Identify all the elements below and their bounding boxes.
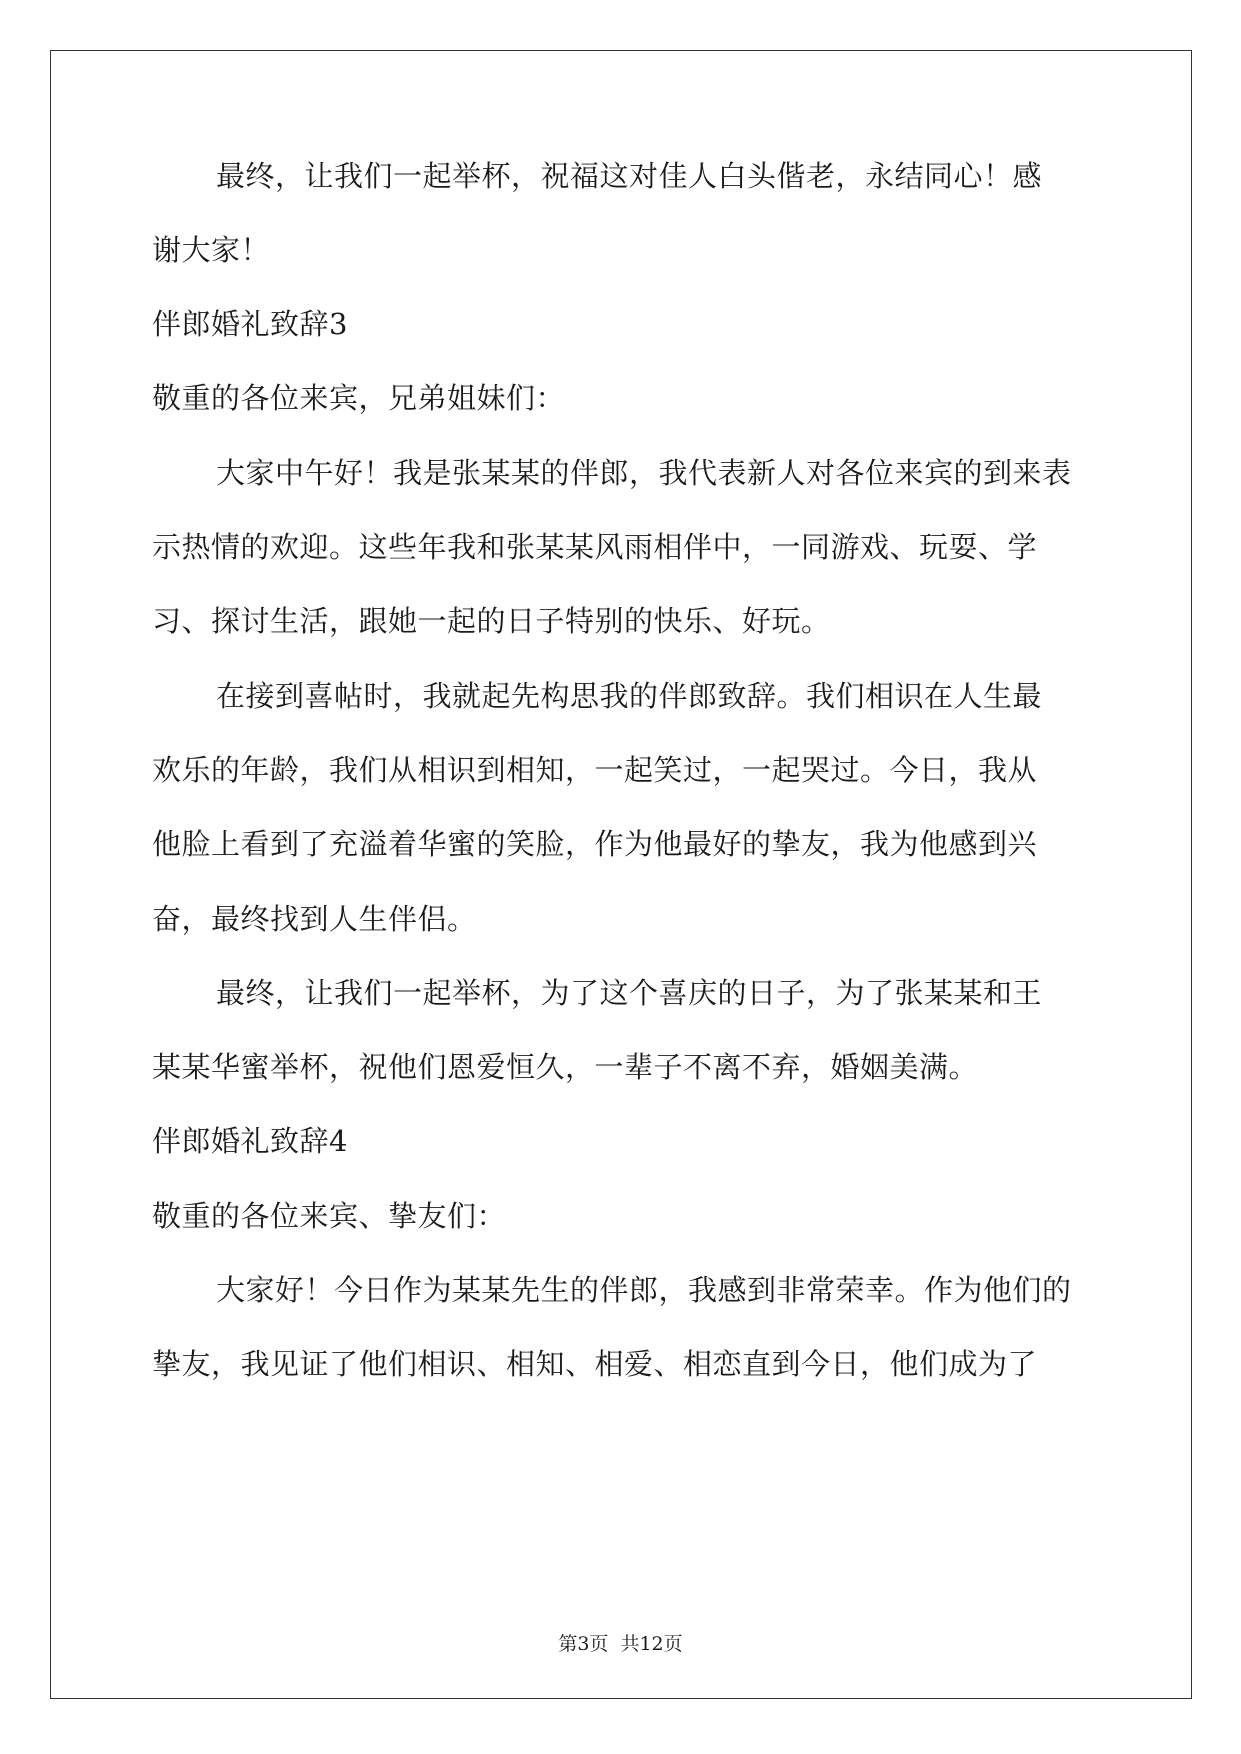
paragraph-line: 最终，让我们一起举杯，为了这个喜庆的日子，为了张某某和王 — [216, 976, 1043, 1010]
paragraph-line: 大家中午好！我是张某某的伴郎，我代表新人对各位来宾的到来表 — [216, 456, 1072, 490]
paragraph-line: 习、探讨生活，跟她一起的日子特别的快乐、好玩。 — [152, 604, 831, 638]
paragraph-line: 他脸上看到了充溢着华蜜的笑脸，作为他最好的挚友，我为他感到兴 — [152, 827, 1038, 861]
paragraph-line: 大家好！今日作为某某先生的伴郎，我感到非常荣幸。作为他们的 — [216, 1273, 1072, 1307]
paragraph-line: 奋，最终找到人生伴侣。 — [152, 902, 477, 936]
paragraph-line: 示热情的欢迎。这些年我和张某某风雨相伴中，一同游戏、玩耍、学 — [152, 530, 1038, 564]
paragraph-line: 挚友，我见证了他们相识、相知、相爱、相恋直到今日，他们成为了 — [152, 1347, 1038, 1381]
paragraph-line: 某某华蜜举杯，祝他们恩爱恒久，一辈子不离不弃，婚姻美满。 — [152, 1050, 979, 1084]
page-number: 第3页 — [558, 1633, 609, 1655]
paragraph-line: 欢乐的年龄，我们从相识到相知，一起笑过，一起哭过。今日，我从 — [152, 753, 1038, 787]
salutation: 敬重的各位来宾，兄弟姐妹们： — [152, 381, 566, 415]
page-footer — [0, 1629, 1241, 1656]
total-pages: 共12页 — [620, 1633, 683, 1655]
paragraph-line: 在接到喜帖时，我就起先构思我的伴郎致辞。我们相识在人生最 — [216, 679, 1043, 713]
section-heading: 伴郎婚礼致辞4 — [152, 1124, 348, 1158]
section-heading: 伴郎婚礼致辞3 — [152, 307, 348, 341]
salutation: 敬重的各位来宾、挚友们： — [152, 1199, 507, 1233]
page-border — [50, 50, 1192, 1699]
paragraph-line: 最终，让我们一起举杯，祝福这对佳人白头偕老，永结同心！感 — [216, 159, 1043, 193]
paragraph-line: 谢大家！ — [152, 233, 271, 267]
